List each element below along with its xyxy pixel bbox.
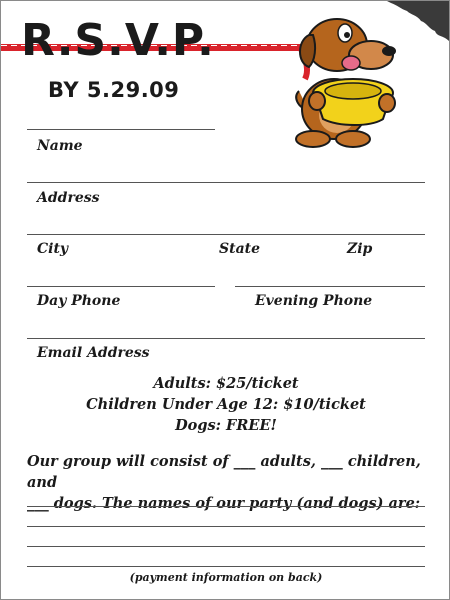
state-label: State [219,241,261,257]
party-description [27,451,427,514]
party-names-line-4[interactable] [27,566,425,567]
dog-price: Dogs: FREE! [175,417,277,434]
page-title: R.S.V.P. [21,15,215,66]
city-label: City [37,241,69,257]
party-names-line-1[interactable] [27,506,425,507]
city-field[interactable] [27,286,215,287]
name-top-line [27,129,215,130]
payment-footnote: (payment information on back) [129,571,323,584]
evening-phone-label: Evening Phone [255,293,373,309]
party-names-line-3[interactable] [27,546,425,547]
address-label: Address [37,190,100,206]
name-field[interactable] [27,182,425,183]
address-field[interactable] [27,234,425,235]
state-zip-field[interactable] [235,286,425,287]
dog-with-bowl-icon [279,11,407,151]
email-label: Email Address [37,345,150,361]
party-names-line-2[interactable] [27,526,425,527]
rsvp-deadline: BY 5.29.09 [48,78,180,102]
adult-price: Adults: $25/ticket [153,375,299,392]
party-line-2: ___ dogs. The names of our party (and dogs) are: [27,495,421,512]
zip-label: Zip [347,241,373,257]
name-label: Name [37,138,83,154]
pricing-block [1,373,450,436]
phone-field[interactable] [27,338,425,339]
party-line-1: Our group will consist of ___ adults, ___ children, and [27,453,421,491]
day-phone-label: Day Phone [37,293,121,309]
child-price: Children Under Age 12: $10/ticket [86,396,366,413]
